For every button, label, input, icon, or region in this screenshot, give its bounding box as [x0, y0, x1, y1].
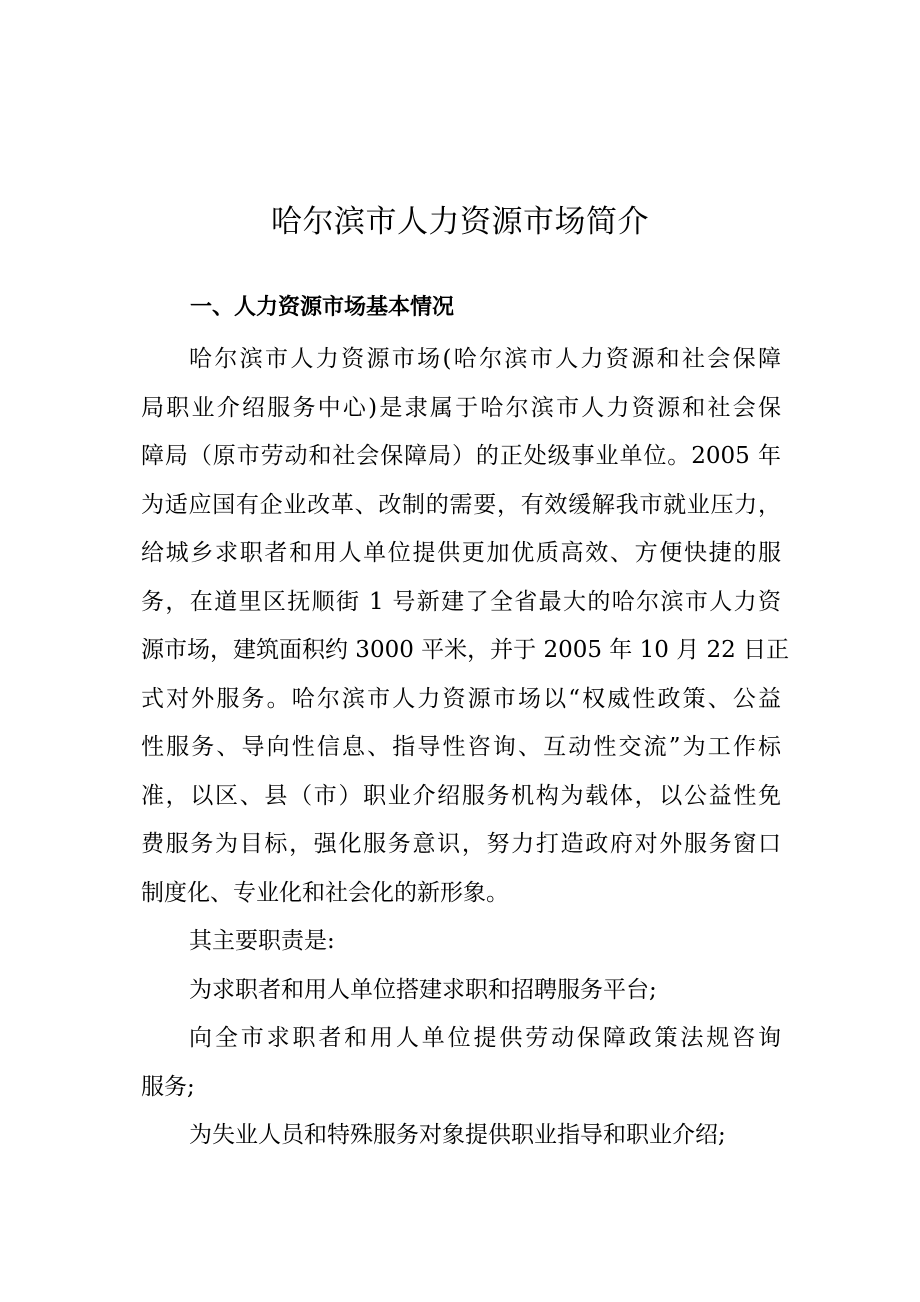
- paragraph-line: 费服务为目标，强化服务意识，努力打造政府对外服务窗口: [141, 831, 781, 857]
- duties-intro: 其主要职责是:: [189, 928, 335, 954]
- document-title: 哈尔滨市人力资源市场简介: [271, 204, 649, 240]
- body-text: [141, 335, 790, 1160]
- paragraph-line: 式对外服务。哈尔滨市人力资源市场以“权威性政策、公益: [141, 685, 781, 712]
- paragraph-line: 为适应国有企业改革、改制的需要，有效缓解我市就业压力，: [141, 491, 781, 518]
- paragraph-line: 哈尔滨市人力资源市场(哈尔滨市人力资源和社会保障: [189, 346, 781, 372]
- paragraph-line: 局职业介绍服务中心)是隶属于哈尔滨市人力资源和社会保: [141, 394, 781, 421]
- paragraph-line: 制度化、专业化和社会化的新形象。: [141, 879, 509, 906]
- paragraph-line: 务，在道里区抚顺街 1 号新建了全省最大的哈尔滨市人力资: [141, 588, 781, 615]
- duty-item: 为求职者和用人单位搭建求职和招聘服务平台;: [189, 976, 657, 1003]
- paragraph-line: 源市场，建筑面积约 3000 平米，并于 2005 年 10 月 22 日正: [141, 637, 790, 663]
- duty-item: 为失业人员和特殊服务对象提供职业指导和职业介绍;: [189, 1122, 726, 1148]
- paragraph-line: 给城乡求职者和用人单位提供更加优质高效、方便快捷的服: [141, 540, 781, 566]
- duty-item: 向全市求职者和用人单位提供劳动保障政策法规咨询: [189, 1025, 781, 1051]
- paragraph-line: 性服务、导向性信息、指导性咨询、互动性交流”为工作标: [141, 734, 781, 760]
- paragraph-line: 障局（原市劳动和社会保障局）的正处级事业单位。2005 年: [141, 443, 781, 469]
- duty-item-continued: 服务;: [141, 1073, 195, 1100]
- paragraph-line: 准，以区、县（市）职业介绍服务机构为载体，以公益性免: [141, 782, 781, 809]
- section-heading: 一、人力资源市场基本情况: [190, 295, 455, 320]
